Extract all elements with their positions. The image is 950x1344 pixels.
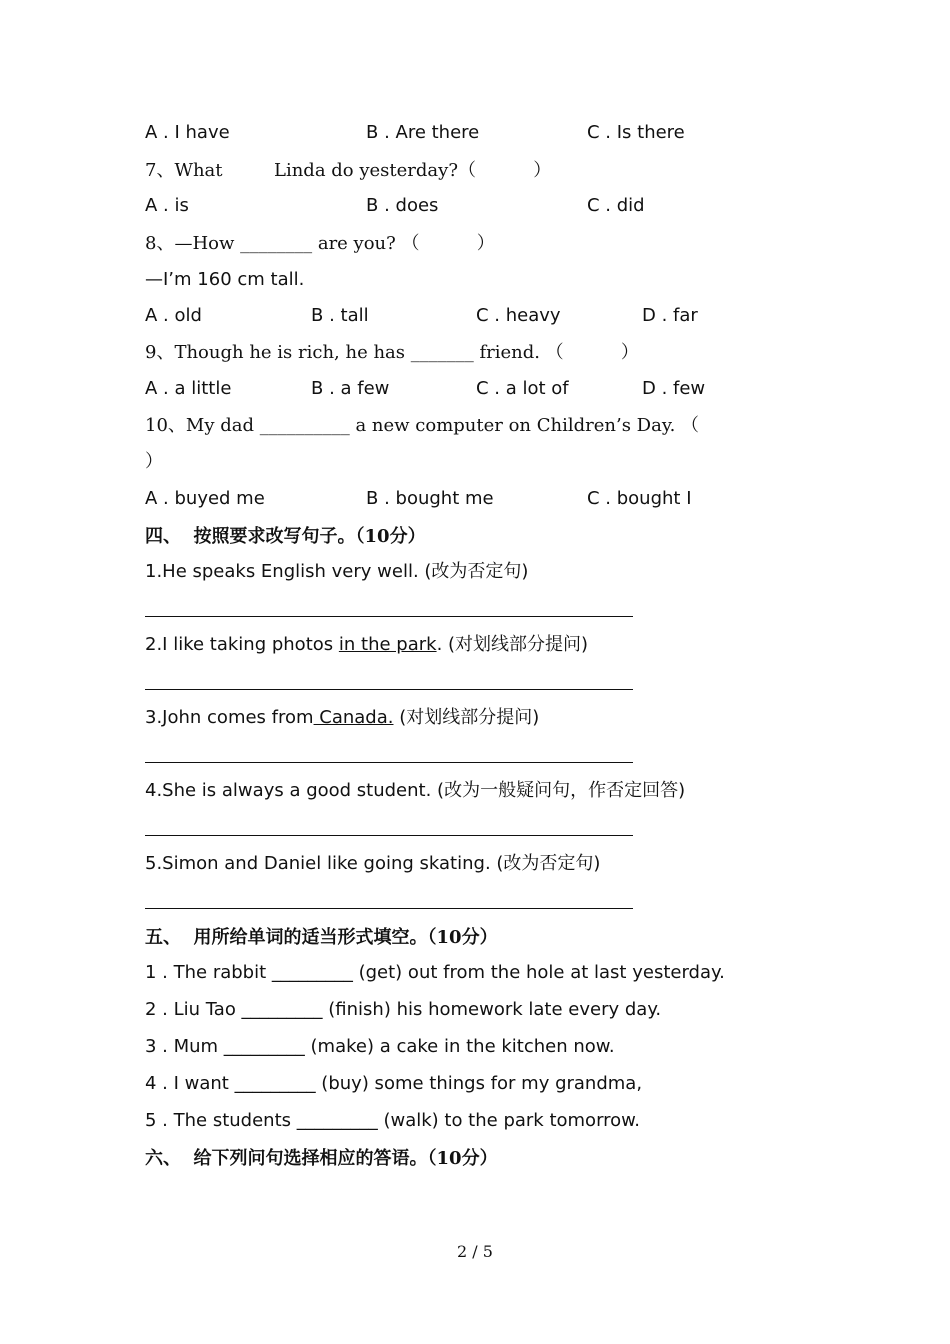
q8-answer-line: —I’m 160 cm tall.: [145, 269, 305, 290]
underlined-phrase: in the park: [338, 634, 437, 655]
q7-option-a: A . is: [145, 195, 189, 216]
section5-item-2: 2 . Liu Tao _________ (finish) his homework late every day.: [145, 999, 662, 1020]
q6-option-a: A . I have: [145, 122, 230, 143]
underlined-phrase: Canada.: [313, 707, 394, 728]
item-text: 1.He speaks English very well. (改为否定句): [145, 561, 529, 582]
q10-question-cont: ）: [145, 451, 163, 472]
item-instruction: (对划线部分提问): [393, 707, 540, 728]
answer-line-1[interactable]: [145, 616, 633, 617]
q10-option-b: B . bought me: [366, 488, 494, 509]
section5-item-3: 3 . Mum _________ (make) a cake in the kitchen now.: [145, 1036, 615, 1057]
q7-question: 7、What Linda do yesterday?（ ）: [145, 160, 552, 181]
section4-heading: 四、 按照要求改写句子。（10分）: [145, 526, 426, 547]
answer-line-4[interactable]: [145, 835, 633, 836]
section5-item-4: 4 . I want _________ (buy) some things for my grandma,: [145, 1073, 643, 1094]
item-text: 4.She is always a good student. (改为一般疑问句，作否定回答): [145, 780, 686, 801]
q8-option-c: C . heavy: [476, 305, 561, 326]
section4-item-2: [145, 633, 588, 657]
q9-option-a: A . a little: [145, 378, 232, 399]
answer-line-3[interactable]: [145, 762, 633, 763]
section5-item-5: 5 . The students _________ (walk) to the park tomorrow.: [145, 1110, 640, 1131]
q10-option-a: A . buyed me: [145, 488, 265, 509]
item-text: 3.John comes from: [145, 707, 314, 728]
q8-option-b: B . tall: [311, 305, 369, 326]
q7-option-b: B . does: [366, 195, 439, 216]
section4-item-3: [145, 706, 539, 730]
section4-item-5: [145, 852, 600, 876]
answer-line-2[interactable]: [145, 689, 633, 690]
section4-item-1: [145, 560, 528, 584]
q9-option-c: C . a lot of: [476, 378, 569, 399]
q7-option-c: C . did: [587, 195, 645, 216]
section5-heading: 五、 用所给单词的适当形式填空。（10分）: [145, 927, 498, 948]
q8-option-d: D . far: [642, 305, 698, 326]
q9-option-b: B . a few: [311, 378, 390, 399]
q8-option-a: A . old: [145, 305, 202, 326]
section6-heading: 六、 给下列问句选择相应的答语。（10分）: [145, 1148, 498, 1169]
q6-option-b: B . Are there: [366, 122, 480, 143]
q9-question: 9、Though he is rich, he has _______ friend. （ ）: [145, 342, 639, 363]
item-text: 2.I like taking photos: [145, 634, 339, 655]
item-text: 5.Simon and Daniel like going skating. (改为否定句): [145, 853, 601, 874]
item-instruction: . (对划线部分提问): [436, 634, 589, 655]
section4-item-4: [145, 779, 685, 803]
q6-option-c: C . Is there: [587, 122, 685, 143]
section5-item-1: 1 . The rabbit _________ (get) out from the hole at last yesterday.: [145, 962, 725, 983]
q8-question: 8、—How ________ are you? （ ）: [145, 233, 495, 254]
answer-line-5[interactable]: [145, 908, 633, 909]
q9-option-d: D . few: [642, 378, 706, 399]
q10-question: 10、My dad __________ a new computer on Children’s Day. （: [145, 415, 700, 436]
page-number: 2 / 5: [457, 1242, 493, 1261]
q10-option-c: C . bought I: [587, 488, 692, 509]
